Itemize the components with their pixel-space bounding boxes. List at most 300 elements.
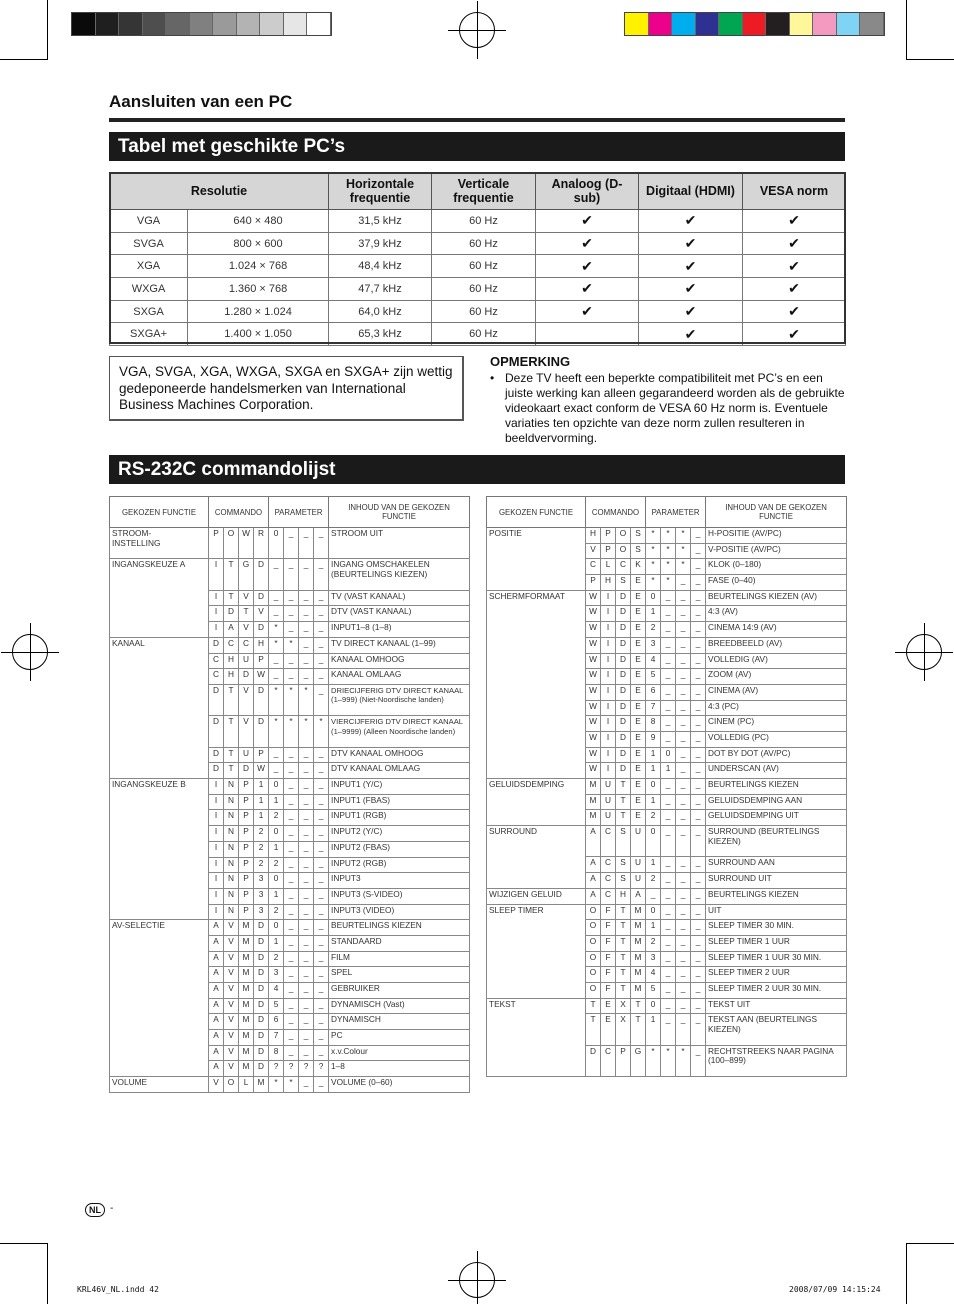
command-char: P bbox=[254, 653, 269, 669]
command-char: P bbox=[616, 1045, 631, 1076]
command-char: 3 bbox=[254, 888, 269, 904]
parameter-char: * bbox=[269, 716, 284, 747]
command-char: C bbox=[601, 857, 616, 873]
function-description: VOLLEDIG (AV) bbox=[706, 653, 847, 669]
parameter-char: _ bbox=[691, 747, 706, 763]
parameter-char: * bbox=[284, 684, 299, 715]
table-cell: SXGA+ bbox=[110, 323, 188, 346]
command-char: E bbox=[631, 684, 646, 700]
command-char: O bbox=[586, 982, 601, 998]
parameter-char: 4 bbox=[646, 967, 661, 983]
command-char: D bbox=[209, 747, 224, 763]
color-swatch bbox=[696, 13, 720, 35]
parameter-char: _ bbox=[676, 810, 691, 826]
command-char: 2 bbox=[254, 857, 269, 873]
command-char: X bbox=[616, 1014, 631, 1045]
function-description: RECHTSTREEKS NAAR PAGINA (100–899) bbox=[706, 1045, 847, 1076]
parameter-char: _ bbox=[676, 763, 691, 779]
page-number-dash: - bbox=[110, 1203, 114, 1214]
parameter-char: _ bbox=[299, 888, 314, 904]
command-char: M bbox=[239, 951, 254, 967]
table-row bbox=[110, 637, 470, 653]
command-char: M bbox=[239, 935, 254, 951]
parameter-char: _ bbox=[676, 669, 691, 685]
parameter-char: _ bbox=[691, 763, 706, 779]
command-char: V bbox=[224, 1030, 239, 1046]
parameter-char: 1 bbox=[646, 794, 661, 810]
command-char: O bbox=[586, 920, 601, 936]
command-char: D bbox=[616, 700, 631, 716]
parameter-char: _ bbox=[314, 967, 329, 983]
command-char: D bbox=[254, 951, 269, 967]
parameter-char: _ bbox=[284, 669, 299, 685]
command-char: V bbox=[224, 998, 239, 1014]
command-char: W bbox=[586, 653, 601, 669]
registration-mark-icon bbox=[12, 634, 48, 670]
function-description: STANDAARD bbox=[329, 935, 470, 951]
parameter-char: * bbox=[676, 1045, 691, 1076]
command-char: I bbox=[209, 794, 224, 810]
parameter-char: * bbox=[661, 559, 676, 575]
parameter-char: _ bbox=[299, 653, 314, 669]
parameter-char: 2 bbox=[646, 873, 661, 889]
check-mark-icon: ✔ bbox=[743, 232, 846, 255]
parameter-char: _ bbox=[676, 716, 691, 732]
command-char: A bbox=[224, 622, 239, 638]
command-char: D bbox=[616, 622, 631, 638]
command-char: 1 bbox=[254, 779, 269, 795]
parameter-char: _ bbox=[314, 935, 329, 951]
parameter-char: * bbox=[646, 575, 661, 591]
rs232-command-table-left bbox=[109, 496, 470, 1093]
command-char: L bbox=[601, 559, 616, 575]
parameter-char: 3 bbox=[646, 637, 661, 653]
table-cell: 1.024 × 768 bbox=[188, 255, 329, 278]
command-char: U bbox=[631, 826, 646, 857]
parameter-char: _ bbox=[314, 669, 329, 685]
command-char: W bbox=[586, 700, 601, 716]
command-char: M bbox=[239, 1014, 254, 1030]
function-description: DOT BY DOT (AV/PC) bbox=[706, 747, 847, 763]
parameter-char: _ bbox=[691, 826, 706, 857]
gray-calibration-bar bbox=[71, 12, 332, 36]
parameter-char: _ bbox=[314, 1030, 329, 1046]
command-char: P bbox=[239, 794, 254, 810]
command-char: M bbox=[631, 982, 646, 998]
parameter-char: _ bbox=[676, 622, 691, 638]
parameter-char: _ bbox=[661, 653, 676, 669]
command-char: D bbox=[616, 731, 631, 747]
parameter-char: _ bbox=[676, 826, 691, 857]
command-char: C bbox=[601, 888, 616, 904]
command-char: N bbox=[224, 904, 239, 920]
parameter-char: * bbox=[269, 684, 284, 715]
parameter-char: _ bbox=[691, 794, 706, 810]
command-char: 2 bbox=[254, 841, 269, 857]
command-char: A bbox=[209, 998, 224, 1014]
command-char: 3 bbox=[254, 873, 269, 889]
parameter-char: _ bbox=[284, 826, 299, 842]
command-char: W bbox=[254, 763, 269, 779]
parameter-char: * bbox=[646, 559, 661, 575]
parameter-char: _ bbox=[284, 810, 299, 826]
function-description: DYNAMISCH bbox=[329, 1014, 470, 1030]
parameter-char: 0 bbox=[646, 998, 661, 1014]
parameter-char: _ bbox=[691, 528, 706, 544]
command-char: U bbox=[631, 857, 646, 873]
table-cell: 60 Hz bbox=[432, 323, 536, 346]
parameter-char: _ bbox=[299, 590, 314, 606]
command-char: I bbox=[601, 684, 616, 700]
command-char: D bbox=[209, 684, 224, 715]
command-char: I bbox=[601, 622, 616, 638]
command-char: G bbox=[631, 1045, 646, 1076]
command-char: D bbox=[209, 763, 224, 779]
column-header: INHOUD VAN DE GEKOZEN FUNCTIE bbox=[706, 497, 847, 528]
parameter-char: 0 bbox=[269, 826, 284, 842]
parameter-char: 0 bbox=[661, 747, 676, 763]
parameter-char: _ bbox=[299, 528, 314, 559]
column-header: PARAMETER bbox=[269, 497, 329, 528]
command-char: U bbox=[631, 873, 646, 889]
parameter-char: ? bbox=[269, 1061, 284, 1077]
parameter-char: _ bbox=[284, 1014, 299, 1030]
function-description: ZOOM (AV) bbox=[706, 669, 847, 685]
command-char: E bbox=[631, 747, 646, 763]
function-name: VOLUME bbox=[110, 1077, 209, 1093]
table-row bbox=[110, 232, 846, 255]
parameter-char: _ bbox=[676, 731, 691, 747]
parameter-char: _ bbox=[676, 888, 691, 904]
parameter-char: _ bbox=[299, 998, 314, 1014]
function-description: TEKST AAN (BEURTELINGS KIEZEN) bbox=[706, 1014, 847, 1045]
function-description: INPUT3 bbox=[329, 873, 470, 889]
command-char: M bbox=[239, 983, 254, 999]
command-char: D bbox=[616, 653, 631, 669]
table-cell: WXGA bbox=[110, 278, 188, 301]
command-char: E bbox=[631, 575, 646, 591]
color-swatch bbox=[719, 13, 743, 35]
command-char: D bbox=[616, 747, 631, 763]
command-char: I bbox=[209, 779, 224, 795]
parameter-char: _ bbox=[661, 684, 676, 700]
parameter-char: _ bbox=[691, 590, 706, 606]
column-header: GEKOZEN FUNCTIE bbox=[487, 497, 586, 528]
function-description: INPUT2 (RGB) bbox=[329, 857, 470, 873]
table-row bbox=[110, 1077, 470, 1093]
function-description: BEURTELINGS KIEZEN bbox=[329, 920, 470, 936]
parameter-char: _ bbox=[676, 935, 691, 951]
parameter-char: _ bbox=[676, 779, 691, 795]
parameter-char: _ bbox=[299, 904, 314, 920]
command-char: R bbox=[254, 528, 269, 559]
parameter-char: _ bbox=[299, 810, 314, 826]
function-description: INGANG OMSCHAKELEN (BEURTELINGS KIEZEN) bbox=[329, 559, 470, 590]
parameter-char: _ bbox=[661, 967, 676, 983]
command-char: A bbox=[586, 857, 601, 873]
bullet: • bbox=[490, 371, 495, 385]
table-cell: 60 Hz bbox=[432, 300, 536, 323]
parameter-char: _ bbox=[676, 873, 691, 889]
command-char: P bbox=[254, 747, 269, 763]
column-header: PARAMETER bbox=[646, 497, 706, 528]
function-name: POSITIE bbox=[487, 528, 586, 591]
parameter-char: * bbox=[661, 528, 676, 544]
parameter-char: _ bbox=[314, 747, 329, 763]
parameter-char: _ bbox=[661, 637, 676, 653]
table-cell: SVGA bbox=[110, 232, 188, 255]
command-char: C bbox=[209, 653, 224, 669]
command-char: E bbox=[631, 779, 646, 795]
command-char: I bbox=[601, 606, 616, 622]
table-row bbox=[110, 559, 470, 590]
parameter-char: 0 bbox=[269, 920, 284, 936]
parameter-char: _ bbox=[314, 637, 329, 653]
command-char: N bbox=[224, 826, 239, 842]
table-cell: 31,5 kHz bbox=[329, 210, 432, 233]
parameter-char: _ bbox=[284, 606, 299, 622]
parameter-char: * bbox=[661, 1045, 676, 1076]
command-char: N bbox=[224, 841, 239, 857]
command-char: V bbox=[586, 543, 601, 559]
parameter-char: _ bbox=[691, 888, 706, 904]
command-char: W bbox=[586, 622, 601, 638]
parameter-char: _ bbox=[691, 1014, 706, 1045]
command-char: T bbox=[616, 920, 631, 936]
table-cell: 60 Hz bbox=[432, 232, 536, 255]
command-char: P bbox=[239, 904, 254, 920]
parameter-char: 4 bbox=[646, 653, 661, 669]
parameter-char: ? bbox=[299, 1061, 314, 1077]
parameter-char: _ bbox=[299, 841, 314, 857]
command-char: A bbox=[209, 1045, 224, 1061]
parameter-char: _ bbox=[691, 559, 706, 575]
function-name: GELUIDSDEMPING bbox=[487, 779, 586, 826]
parameter-char: 6 bbox=[646, 684, 661, 700]
command-char: V bbox=[224, 1014, 239, 1030]
table-header-row bbox=[487, 497, 847, 528]
parameter-char: _ bbox=[284, 841, 299, 857]
check-mark-icon: ✔ bbox=[639, 323, 743, 346]
parameter-char: _ bbox=[299, 747, 314, 763]
parameter-char: _ bbox=[269, 653, 284, 669]
command-char: C bbox=[601, 826, 616, 857]
parameter-char: _ bbox=[691, 669, 706, 685]
parameter-char: _ bbox=[661, 810, 676, 826]
command-char: A bbox=[586, 888, 601, 904]
parameter-char: _ bbox=[314, 653, 329, 669]
command-char: A bbox=[209, 951, 224, 967]
parameter-char: _ bbox=[284, 935, 299, 951]
parameter-char: _ bbox=[314, 841, 329, 857]
command-char: V bbox=[239, 622, 254, 638]
command-char: D bbox=[616, 763, 631, 779]
parameter-char: _ bbox=[284, 653, 299, 669]
registration-mark-icon bbox=[459, 12, 495, 48]
table-cell: 48,4 kHz bbox=[329, 255, 432, 278]
command-char: W bbox=[586, 606, 601, 622]
command-char: W bbox=[239, 528, 254, 559]
command-char: S bbox=[631, 543, 646, 559]
command-char: M bbox=[239, 1030, 254, 1046]
parameter-char: _ bbox=[676, 684, 691, 700]
parameter-char: * bbox=[269, 1077, 284, 1093]
function-description: VOLUME (0–60) bbox=[329, 1077, 470, 1093]
function-name: TEKST bbox=[487, 998, 586, 1076]
check-mark-icon: ✔ bbox=[743, 210, 846, 233]
check-mark-icon: ✔ bbox=[743, 323, 846, 346]
language-badge: NL bbox=[85, 1203, 105, 1217]
parameter-char: * bbox=[314, 716, 329, 747]
command-char: T bbox=[616, 982, 631, 998]
command-char: D bbox=[254, 622, 269, 638]
color-swatch bbox=[625, 13, 649, 35]
command-char: O bbox=[586, 951, 601, 967]
parameter-char: _ bbox=[284, 622, 299, 638]
parameter-char: _ bbox=[691, 1045, 706, 1076]
function-description: GELUIDSDEMPING AAN bbox=[706, 794, 847, 810]
command-char: I bbox=[601, 700, 616, 716]
parameter-char: 0 bbox=[269, 873, 284, 889]
command-char: T bbox=[224, 559, 239, 590]
parameter-char: _ bbox=[676, 1014, 691, 1045]
parameter-char: * bbox=[269, 622, 284, 638]
command-char: T bbox=[631, 1014, 646, 1045]
parameter-char: _ bbox=[299, 669, 314, 685]
parameter-char: 5 bbox=[646, 982, 661, 998]
command-char: D bbox=[616, 590, 631, 606]
function-description: CINEMA (AV) bbox=[706, 684, 847, 700]
check-mark-icon: ✔ bbox=[743, 255, 846, 278]
command-char: V bbox=[239, 716, 254, 747]
table-cell: 64,0 kHz bbox=[329, 300, 432, 323]
function-description: PC bbox=[329, 1030, 470, 1046]
table-cell: VGA bbox=[110, 210, 188, 233]
table-row bbox=[110, 779, 470, 795]
command-char: M bbox=[631, 951, 646, 967]
parameter-char: 1 bbox=[269, 841, 284, 857]
parameter-char: _ bbox=[691, 935, 706, 951]
column-header: Analoog (D-sub) bbox=[536, 173, 639, 210]
parameter-char: * bbox=[676, 559, 691, 575]
command-char: I bbox=[209, 888, 224, 904]
command-char: D bbox=[254, 684, 269, 715]
function-name: SURROUND bbox=[487, 826, 586, 889]
parameter-char: _ bbox=[676, 606, 691, 622]
command-char: O bbox=[616, 528, 631, 544]
command-char: C bbox=[616, 559, 631, 575]
parameter-char: _ bbox=[661, 888, 676, 904]
column-header: Resolutie bbox=[110, 173, 329, 210]
command-char: E bbox=[631, 763, 646, 779]
parameter-char: _ bbox=[661, 1014, 676, 1045]
command-char: S bbox=[616, 826, 631, 857]
function-description: SLEEP TIMER 1 UUR bbox=[706, 935, 847, 951]
check-mark-icon: ✔ bbox=[639, 210, 743, 233]
command-char: H bbox=[254, 637, 269, 653]
pc-compatibility-table bbox=[109, 172, 846, 346]
parameter-char: _ bbox=[299, 983, 314, 999]
parameter-char: * bbox=[299, 684, 314, 715]
check-mark-icon: ✔ bbox=[743, 278, 846, 301]
function-description: SPEL bbox=[329, 967, 470, 983]
parameter-char: _ bbox=[314, 983, 329, 999]
parameter-char: _ bbox=[284, 747, 299, 763]
command-char: D bbox=[254, 920, 269, 936]
parameter-char: _ bbox=[284, 998, 299, 1014]
table-cell: 1.360 × 768 bbox=[188, 278, 329, 301]
parameter-char: _ bbox=[691, 606, 706, 622]
command-char: F bbox=[601, 951, 616, 967]
table-row bbox=[110, 278, 846, 301]
command-char: N bbox=[224, 873, 239, 889]
parameter-char: 0 bbox=[646, 904, 661, 920]
parameter-char: _ bbox=[299, 606, 314, 622]
command-char: P bbox=[209, 528, 224, 559]
parameter-char: _ bbox=[661, 998, 676, 1014]
parameter-char: _ bbox=[676, 982, 691, 998]
command-char: I bbox=[601, 590, 616, 606]
function-description: SURROUND (BEURTELINGS KIEZEN) bbox=[706, 826, 847, 857]
command-char: S bbox=[616, 873, 631, 889]
color-swatch bbox=[237, 13, 261, 35]
parameter-char: _ bbox=[691, 700, 706, 716]
parameter-char: _ bbox=[691, 857, 706, 873]
command-char: T bbox=[586, 998, 601, 1014]
command-char: M bbox=[586, 779, 601, 795]
parameter-char: _ bbox=[691, 873, 706, 889]
color-swatch bbox=[790, 13, 814, 35]
parameter-char: _ bbox=[691, 575, 706, 591]
command-char: M bbox=[586, 810, 601, 826]
parameter-char: _ bbox=[691, 637, 706, 653]
parameter-char: 3 bbox=[646, 951, 661, 967]
table-cell: 1.280 × 1.024 bbox=[188, 300, 329, 323]
parameter-char: _ bbox=[284, 857, 299, 873]
command-char: P bbox=[239, 888, 254, 904]
command-char: T bbox=[224, 590, 239, 606]
command-char: E bbox=[631, 810, 646, 826]
command-char: T bbox=[631, 998, 646, 1014]
parameter-char: _ bbox=[299, 779, 314, 795]
table-row bbox=[487, 826, 847, 857]
column-header: COMMANDO bbox=[586, 497, 646, 528]
function-description: INPUT3 (S-VIDEO) bbox=[329, 888, 470, 904]
parameter-char: _ bbox=[676, 653, 691, 669]
parameter-char: 1 bbox=[269, 888, 284, 904]
command-char: D bbox=[254, 1014, 269, 1030]
command-char: K bbox=[631, 559, 646, 575]
color-swatch bbox=[860, 13, 884, 35]
command-char: H bbox=[224, 669, 239, 685]
parameter-char: _ bbox=[314, 684, 329, 715]
function-description: INPUT1 (Y/C) bbox=[329, 779, 470, 795]
parameter-char: * bbox=[284, 637, 299, 653]
command-char: U bbox=[239, 653, 254, 669]
parameter-char: _ bbox=[676, 967, 691, 983]
parameter-char: _ bbox=[314, 1045, 329, 1061]
command-char: E bbox=[601, 998, 616, 1014]
parameter-char: * bbox=[661, 543, 676, 559]
command-char: E bbox=[631, 731, 646, 747]
parameter-char: _ bbox=[314, 528, 329, 559]
command-char: W bbox=[586, 763, 601, 779]
command-char: W bbox=[586, 716, 601, 732]
command-char: H bbox=[616, 888, 631, 904]
function-description: H-POSITIE (AV/PC) bbox=[706, 528, 847, 544]
parameter-char: _ bbox=[661, 935, 676, 951]
function-name: AV-SELECTIE bbox=[110, 920, 209, 1077]
